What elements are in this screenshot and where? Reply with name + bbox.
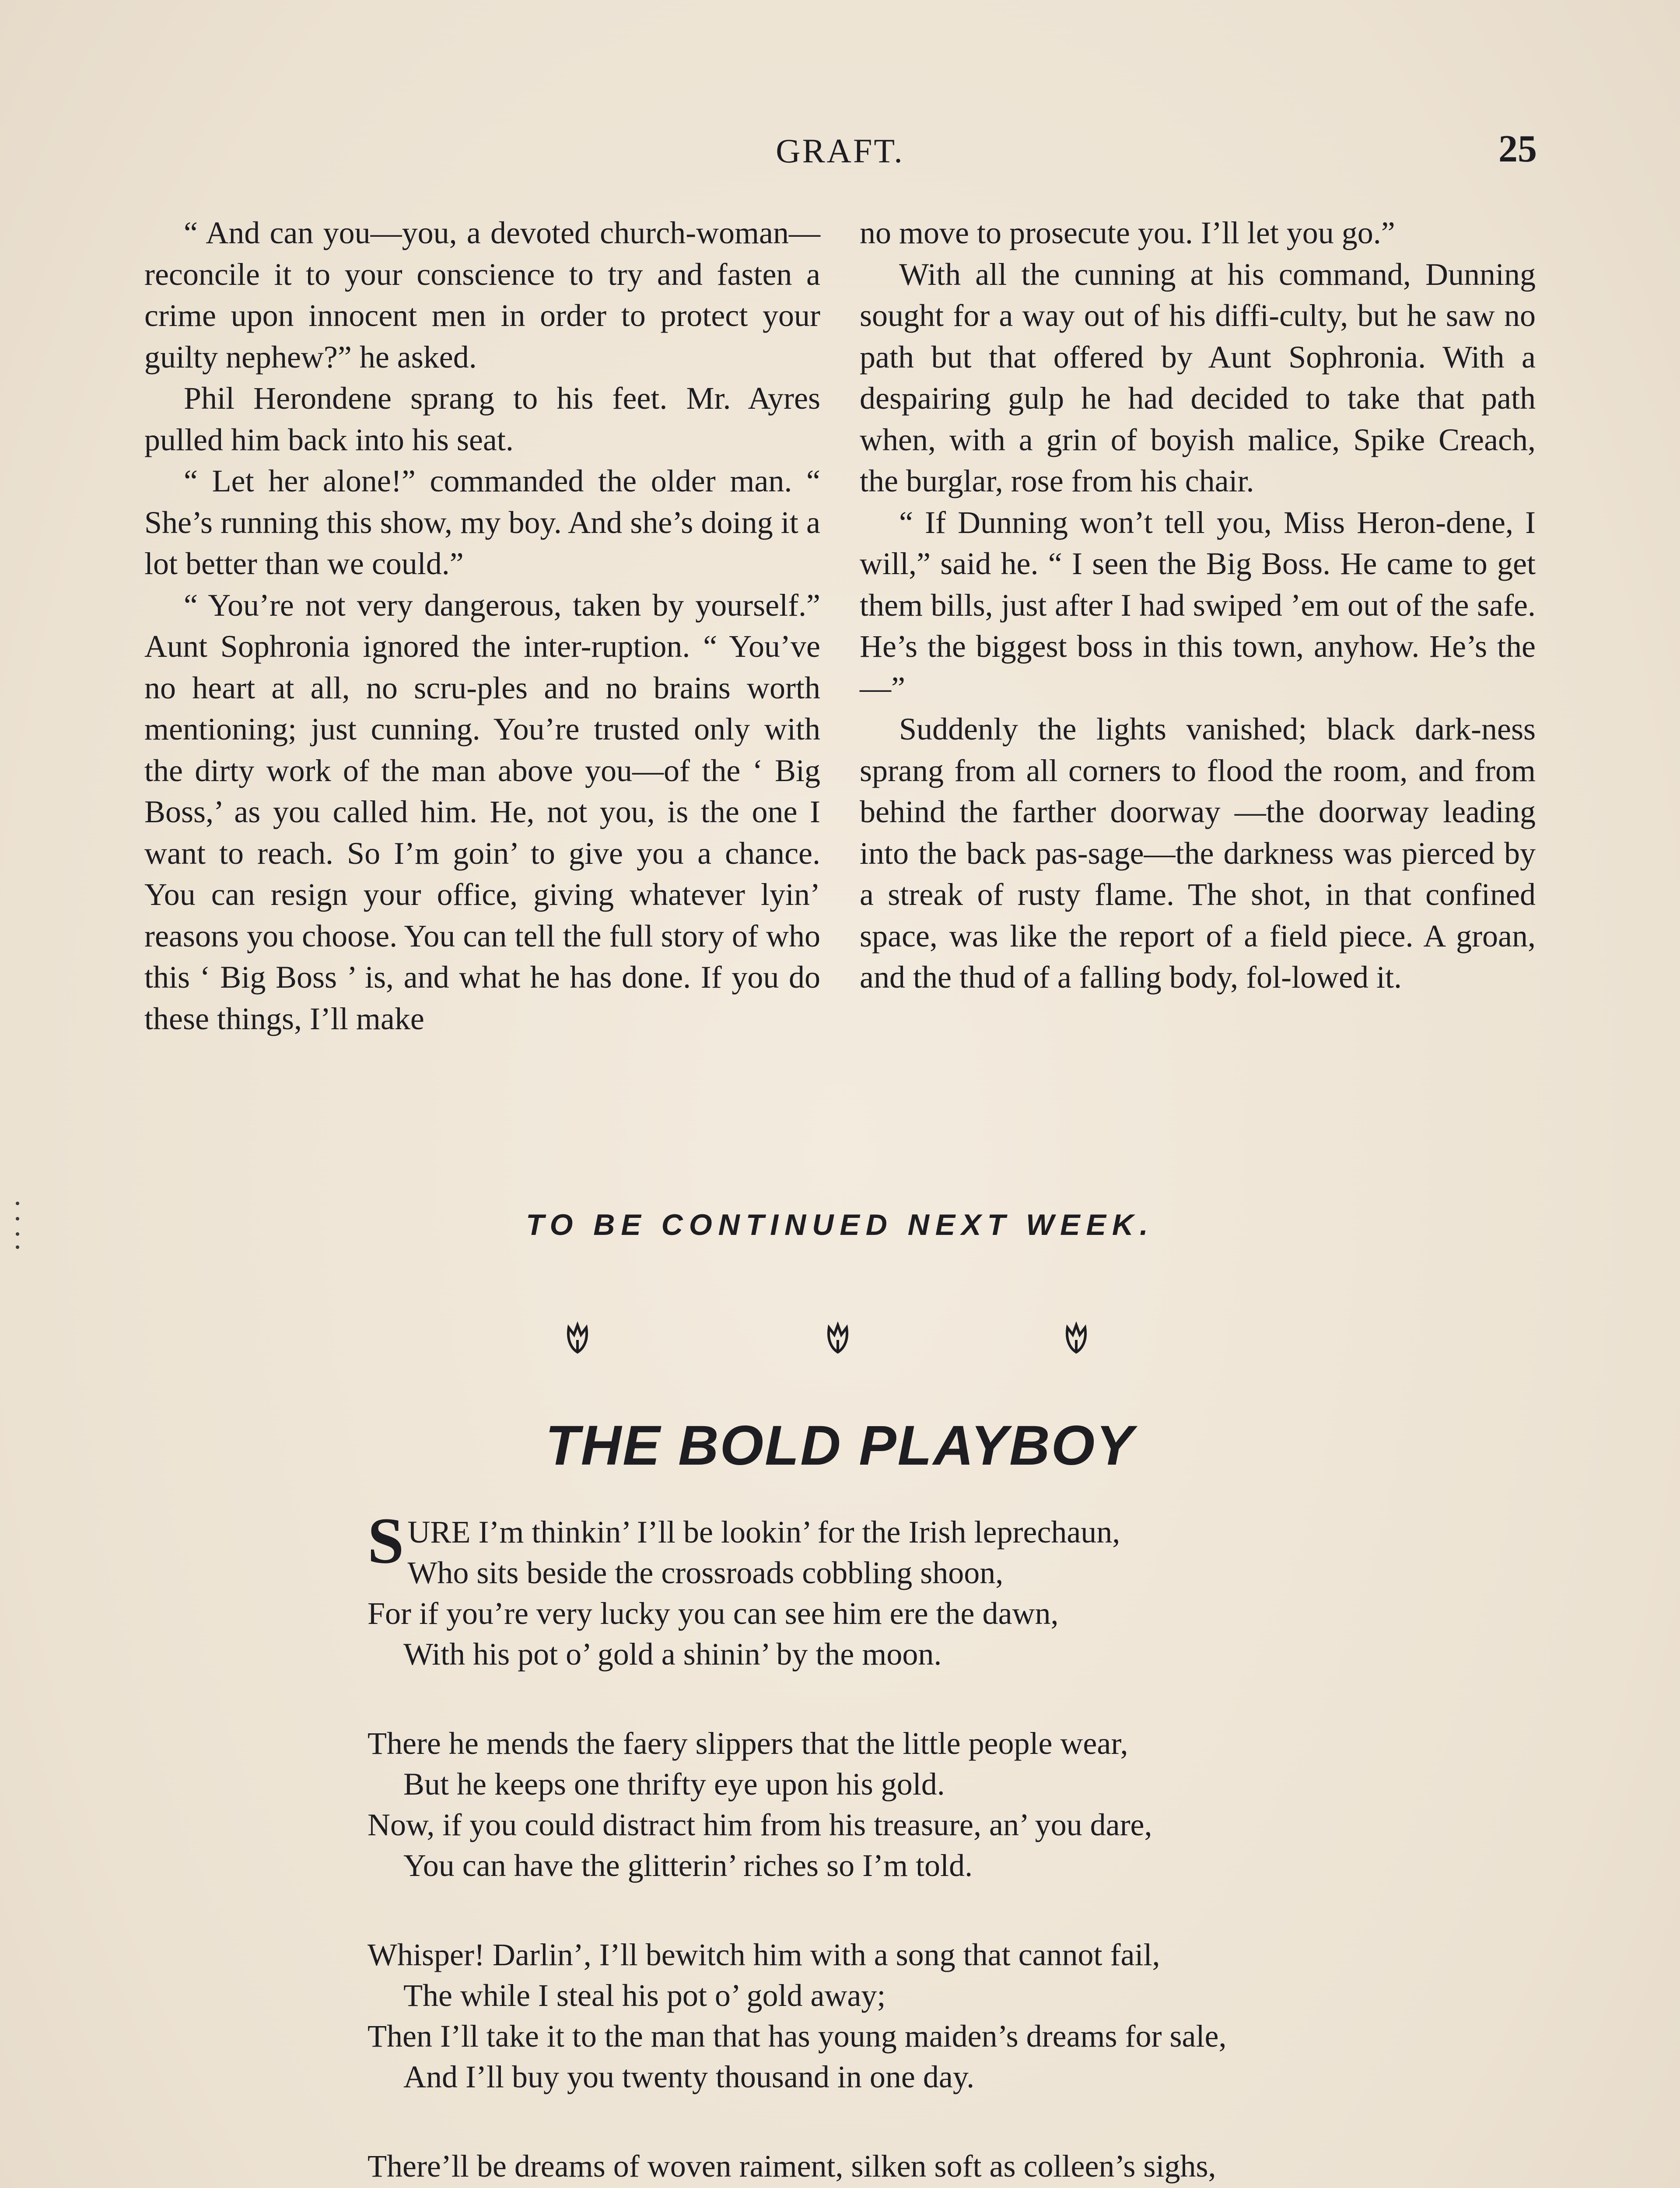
page-number: 25 xyxy=(1498,128,1537,170)
poem-line: You can have the glitterin’ riches so I’m told. xyxy=(403,1848,973,1883)
tulip-ornament-icon xyxy=(825,1322,851,1357)
paragraph: no move to prosecute you. I’ll let you go.” xyxy=(860,215,1395,250)
stanza xyxy=(368,1935,1505,2097)
poem-line: Now, if you could distract him from his treasure, an’ you dare, xyxy=(368,1807,1152,1842)
paragraph: Phil Herondene sprang to his feet. Mr. Ayres pulled him back into his seat. xyxy=(144,381,820,457)
continued-notice: TO BE CONTINUED NEXT WEEK. xyxy=(526,1208,1154,1241)
paragraph: With all the cunning at his command, Dunning sought for a way out of his diffi-culty, but he saw no path but that offered by Aunt Sophronia. With a despairing gulp he had decided to take that path when, with a grin of boyish malice, Spike Creach, the burglar, rose from his chair. xyxy=(860,256,1536,498)
poem-line: For if you’re very lucky you can see him ere the dawn, xyxy=(368,1596,1059,1631)
poem-line: There he mends the faery slippers that the little people wear, xyxy=(368,1726,1128,1761)
tulip-ornament-icon xyxy=(1063,1322,1089,1357)
stanza xyxy=(368,2146,1505,2188)
poem-line: With his pot o’ gold a shinin’ by the moon. xyxy=(403,1637,942,1672)
poem-line: The while I steal his pot o’ gold away; xyxy=(403,1978,886,2013)
drop-cap: S xyxy=(368,1504,404,1577)
page-header xyxy=(0,127,1680,175)
paragraph: “ And can you—you, a devoted church-woman—reconcile it to your conscience to try and fasten a crime upon innocent men in order to protect your guilty nephew?” he asked. xyxy=(144,215,820,375)
poem-line: And I’ll buy you twenty thousand in one day. xyxy=(403,2059,975,2094)
poem-line: Whisper! Darlin’, I’ll bewitch him with a song that cannot fail, xyxy=(368,1937,1160,1972)
poem-line: But he keeps one thrifty eye upon his gold. xyxy=(403,1767,945,1802)
left-column xyxy=(144,212,820,1039)
paragraph: “ If Dunning won’t tell you, Miss Heron-dene, I will,” said he. “ I seen the Big Boss. He came to get them bills, just after I had swiped ’em out of the safe. He’s the biggest boss in this town, anyhow. He’s the—” xyxy=(860,505,1536,705)
poem-line: Who sits beside the crossroads cobbling shoon, xyxy=(407,1555,1004,1590)
poem-body xyxy=(368,1504,1505,2188)
paragraph: “ You’re not very dangerous, taken by yourself.” Aunt Sophronia ignored the inter-ruption. “ You’ve no heart at all, no scru-ples and no brains worth mentioning; just cunning. You’re trusted only with the dirty work of the man above you—of the ‘ Big Boss,’ as you called him. He, not you, is the one I want to reach. So I’m goin’ to give you a chance. You can resign your office, giving whatever lyin’ reasons you choose. You can tell the full story of who this ‘ Big Boss ’ is, and what he has done. If you do these things, I’ll make xyxy=(144,587,820,1036)
right-column xyxy=(860,212,1536,998)
tulip-ornament-icon xyxy=(564,1322,591,1357)
margin-dots xyxy=(13,1199,22,1252)
paragraph: Suddenly the lights vanished; black dark-ness sprang from all corners to flood the room, and from behind the farther doorway —the doorway leading into the back pas-sage—the darkness was pierced by a streak of rusty flame. The shot, in that confined space, was like the report of a field piece. A groan, and the thud of a falling body, fol-lowed it. xyxy=(860,712,1536,995)
stanza xyxy=(368,1504,1505,1675)
running-title: GRAFT. xyxy=(776,132,904,170)
story-columns xyxy=(144,212,1536,1201)
ornament-divider xyxy=(564,1322,1111,1361)
stanza xyxy=(368,1723,1505,1886)
paragraph: “ Let her alone!” commanded the older man. “ She’s running this show, my boy. And she’s doing it a lot better than we could.” xyxy=(144,463,820,581)
poem-line: Then I’ll take it to the man that has young maiden’s dreams for sale, xyxy=(368,2019,1227,2054)
poem-title: THE BOLD PLAYBOY xyxy=(545,1414,1135,1477)
poem-line: There’ll be dreams of woven raiment, silken soft as colleen’s sighs, xyxy=(368,2149,1216,2184)
poem-line: URE I’m thinkin’ I’ll be lookin’ for the Irish leprechaun, xyxy=(407,1515,1120,1550)
